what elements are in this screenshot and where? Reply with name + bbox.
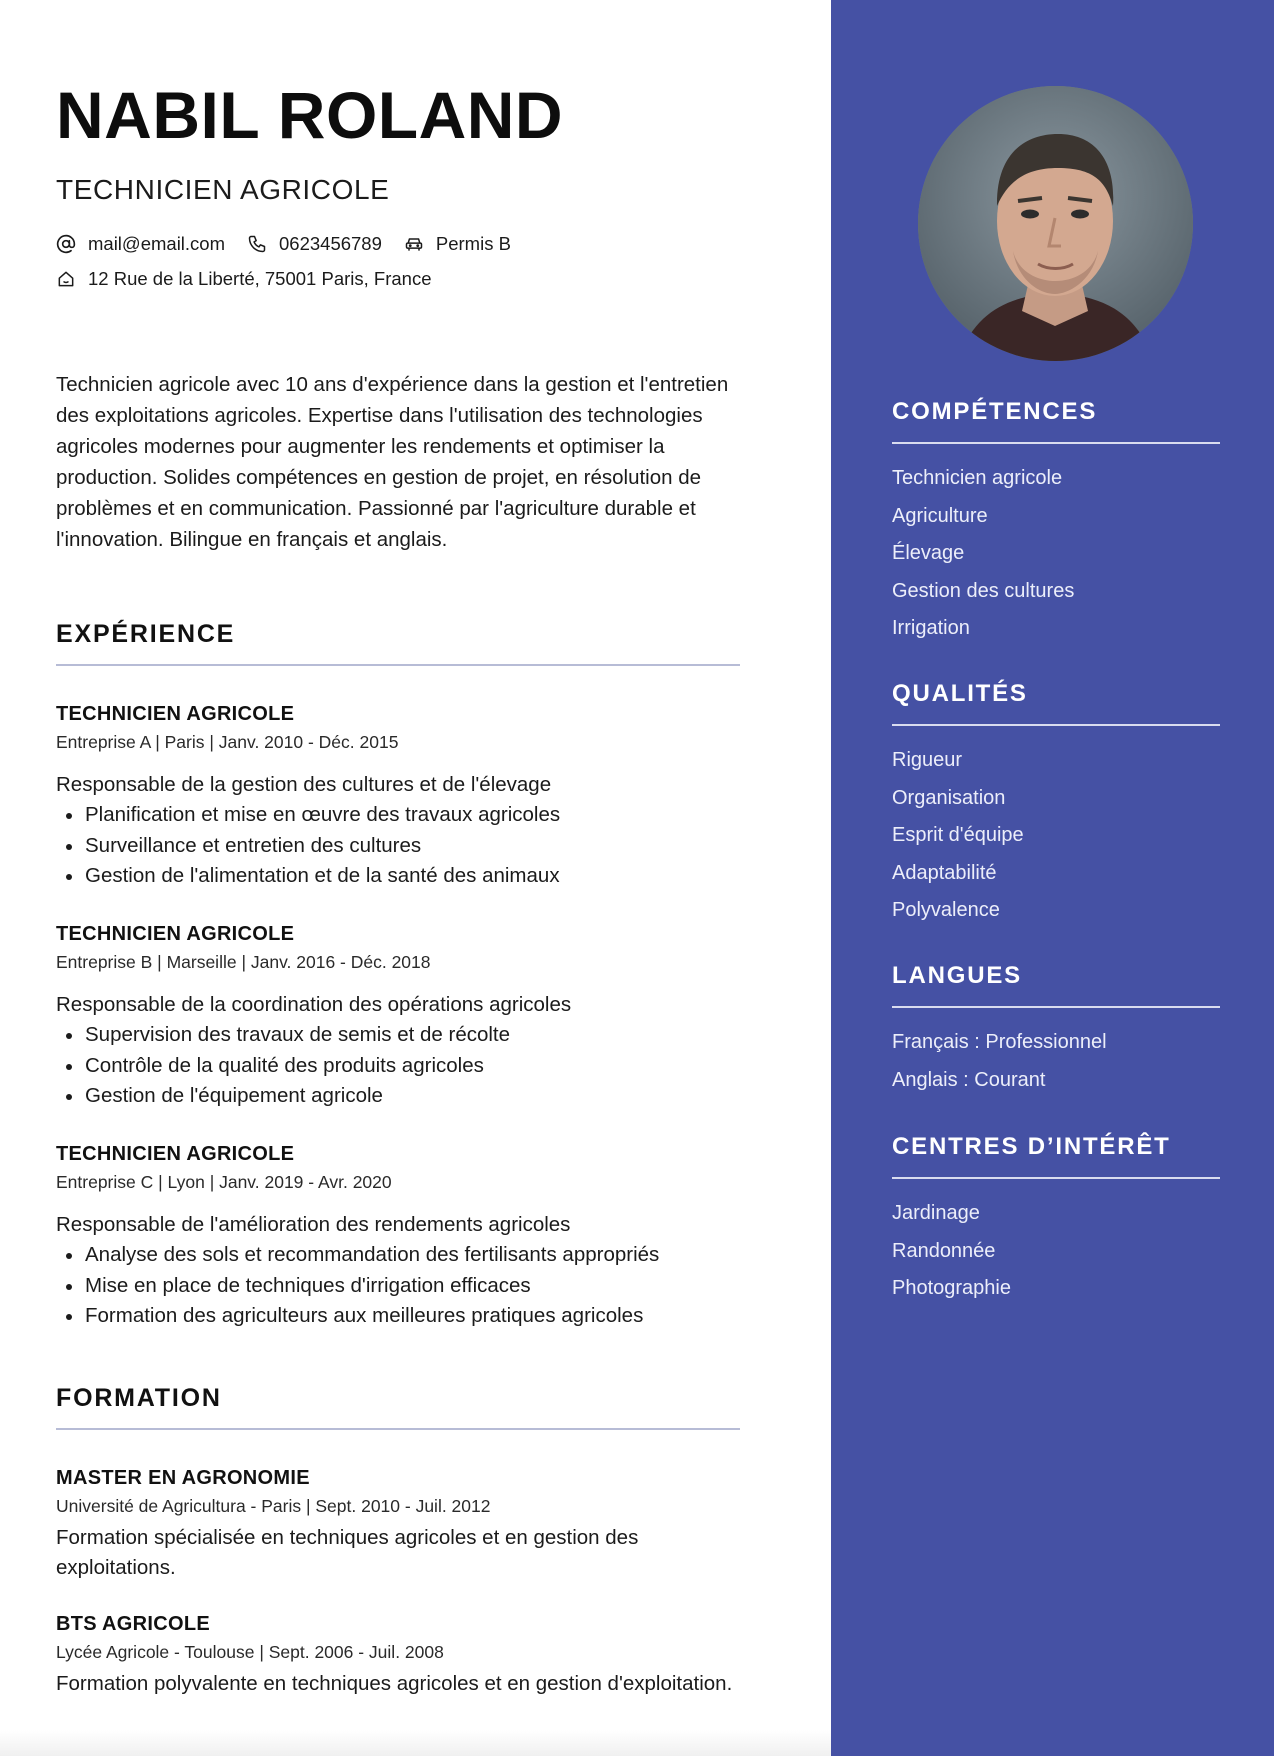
contact-row-address [56, 268, 454, 290]
list-item: Polyvalence [892, 899, 1000, 921]
skills-list [892, 460, 1074, 648]
education-rule [56, 1428, 740, 1430]
list-item: Anglais : Courant [892, 1068, 1046, 1091]
degree-title: BTS AGRICOLE [56, 1613, 210, 1635]
list-item: Contrôle de la qualité des produits agricoles [56, 1051, 756, 1082]
job-entry [56, 1142, 756, 1332]
list-item: Surveillance et entretien des cultures [56, 831, 756, 862]
languages-heading: LANGUES [892, 962, 1022, 989]
list-item: Photographie [892, 1277, 1011, 1299]
list-item: Technicien agricole [892, 467, 1063, 489]
phone-text: 0623456789 [279, 233, 382, 254]
degree-description: Formation polyvalente en techniques agricoles et en gestion d'exploitation. [56, 1672, 733, 1695]
list-item: Gestion des cultures [892, 579, 1075, 602]
job-bullets [56, 1020, 756, 1112]
job-meta: Entreprise A | Paris | Janv. 2010 - Déc. 2015 [56, 732, 399, 752]
interests-heading: CENTRES D’INTÉRÊT [892, 1133, 1171, 1160]
profile-summary: Technicien agricole avec 10 ans d'expérience dans la gestion et l'entretien des exploitations agricoles. Expertise dans l'utilisation des technologies agricoles modernes pour augmenter les rendements et optimiser la production. Solides compétences en gestion de projet, en résolution de problèmes et en communication. Passionné par l'agriculture durable et l'innovation. Bilingue en français et anglais. [56, 373, 729, 551]
list-item: Adaptabilité [892, 861, 997, 884]
phone-icon [247, 234, 267, 254]
list-item: Formation des agriculteurs aux meilleures pratiques agricoles [56, 1301, 756, 1332]
job-entry [56, 702, 756, 892]
skills-heading: COMPÉTENCES [892, 398, 1098, 425]
job-description: Responsable de l'amélioration des rendements agricoles [56, 1213, 571, 1236]
degree-title: MASTER EN AGRONOMIE [56, 1467, 310, 1489]
address-text: 12 Rue de la Liberté, 75001 Paris, France [88, 268, 432, 289]
list-item: Jardinage [892, 1202, 980, 1224]
list-item: Randonnée [892, 1239, 996, 1262]
profile-photo [918, 86, 1193, 361]
job-meta: Entreprise B | Marseille | Janv. 2016 - Déc. 2018 [56, 952, 431, 972]
job-title: TECHNICIEN AGRICOLE [56, 703, 295, 725]
experience-rule [56, 664, 740, 666]
job-bullets [56, 1240, 756, 1332]
list-item: Organisation [892, 786, 1006, 809]
portrait-icon [918, 86, 1193, 361]
degree-description: Formation spécialisée en techniques agricoles et en gestion des exploitations. [56, 1526, 639, 1579]
job-entry [56, 922, 756, 1112]
job-description: Responsable de la coordination des opérations agricoles [56, 993, 572, 1016]
education-heading: FORMATION [56, 1384, 222, 1412]
languages-list [892, 1024, 1107, 1099]
list-item: Élevage [892, 542, 965, 564]
list-item: Français : Professionnel [892, 1031, 1107, 1053]
page-bottom-fade [0, 1730, 831, 1756]
list-item: Irrigation [892, 617, 970, 639]
qualities-heading: QUALITÉS [892, 680, 1028, 707]
list-item: Rigueur [892, 749, 963, 771]
degree-meta: Lycée Agricole - Toulouse | Sept. 2006 - Juil. 2008 [56, 1642, 444, 1662]
qualities-list [892, 742, 1024, 930]
list-item: Analyse des sols et recommandation des fertilisants appropriés [56, 1240, 756, 1271]
education-entry [56, 1612, 756, 1699]
contact-email[interactable] [56, 233, 225, 255]
skills-rule [892, 442, 1220, 444]
degree-meta: Université de Agricultura - Paris | Sept. 2010 - Juil. 2012 [56, 1496, 491, 1516]
car-icon [404, 234, 424, 254]
candidate-title: TECHNICIEN AGRICOLE [56, 174, 390, 205]
list-item: Supervision des travaux de semis et de récolte [56, 1020, 756, 1051]
contact-phone[interactable] [247, 233, 382, 255]
list-item: Mise en place de techniques d'irrigation efficaces [56, 1271, 756, 1302]
interests-rule [892, 1177, 1220, 1179]
job-title: TECHNICIEN AGRICOLE [56, 1143, 295, 1165]
experience-heading: EXPÉRIENCE [56, 620, 236, 648]
languages-rule [892, 1006, 1220, 1008]
list-item: Agriculture [892, 504, 988, 527]
list-item: Gestion de l'équipement agricole [56, 1081, 756, 1112]
home-icon [56, 269, 76, 289]
education-entry [56, 1466, 756, 1583]
license-text: Permis B [435, 233, 511, 254]
job-meta: Entreprise C | Lyon | Janv. 2019 - Avr. 2020 [56, 1172, 392, 1192]
at-icon [56, 234, 76, 254]
contact-address [56, 268, 432, 290]
contact-row [56, 233, 533, 255]
candidate-name: NABIL ROLAND [56, 78, 564, 152]
list-item: Gestion de l'alimentation et de la santé des animaux [56, 861, 756, 892]
list-item: Esprit d'équipe [892, 824, 1024, 846]
contact-license [404, 233, 511, 255]
qualities-rule [892, 724, 1220, 726]
job-bullets [56, 800, 756, 892]
interests-list [892, 1195, 1011, 1308]
email-text: mail@email.com [88, 233, 225, 254]
job-description: Responsable de la gestion des cultures et de l'élevage [56, 773, 552, 796]
job-title: TECHNICIEN AGRICOLE [56, 923, 295, 945]
list-item: Planification et mise en œuvre des travaux agricoles [56, 800, 756, 831]
